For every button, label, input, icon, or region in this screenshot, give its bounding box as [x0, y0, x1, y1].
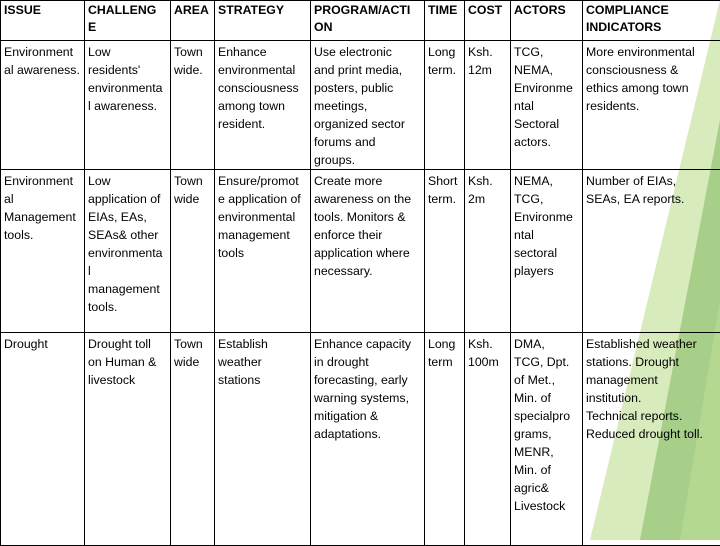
cell-time: Short term. [425, 170, 465, 333]
cell-issue: Environment al awareness. [1, 41, 85, 170]
cell-area: Town wide [171, 333, 215, 546]
header-area: AREA [171, 1, 215, 41]
cell-program-action: Use electronic and print media, posters, public meetings, organized sector forums and groups. [311, 41, 425, 170]
cell-cost: Ksh. 12m [465, 41, 511, 170]
table-row [1, 170, 720, 333]
cell-challenge: Low application of EIAs, EAs, SEAs& other environmenta l management tools. [85, 170, 171, 333]
cell-issue: Drought [1, 333, 85, 546]
cell-challenge: Drought toll on Human & livestock [85, 333, 171, 546]
header-cost: COST [465, 1, 511, 41]
table-row [1, 333, 720, 546]
cell-program-action: Create more awareness on the tools. Monitors & enforce their application where necessary. [311, 170, 425, 333]
header-challenge: CHALLENG E [85, 1, 171, 41]
cell-area: Town wide [171, 170, 215, 333]
header-program-action: PROGRAM/ACTI ON [311, 1, 425, 41]
cell-strategy: Establish weather stations [215, 333, 311, 546]
cell-cost: Ksh. 100m [465, 333, 511, 546]
cell-time: Long term. [425, 41, 465, 170]
cell-issue: Environment al Management tools. [1, 170, 85, 333]
cell-actors: DMA, TCG, Dpt. of Met., Min. of specialpro grams, MENR, Min. of agric& Livestock [511, 333, 583, 546]
cell-time: Long term [425, 333, 465, 546]
header-actors: ACTORS [511, 1, 583, 41]
header-row [1, 1, 720, 41]
cell-strategy: Ensure/promot e application of environmental management tools [215, 170, 311, 333]
cell-program-action: Enhance capacity in drought forecasting, early warning systems, mitigation & adaptations. [311, 333, 425, 546]
header-time: TIME [425, 1, 465, 41]
cell-compliance-indicators: More environmental consciousness & ethics among town residents. [583, 41, 720, 170]
cell-compliance-indicators: Number of EIAs, SEAs, EA reports. [583, 170, 720, 333]
header-issue: ISSUE [1, 1, 85, 41]
cell-actors: NEMA, TCG, Environme ntal sectoral players [511, 170, 583, 333]
cell-challenge: Low residents' environmenta l awareness. [85, 41, 171, 170]
header-compliance-indicators: COMPLIANCE INDICATORS [583, 1, 720, 41]
table-row [1, 41, 720, 170]
cell-area: Town wide. [171, 41, 215, 170]
cell-cost: Ksh. 2m [465, 170, 511, 333]
cell-compliance-indicators: Established weather stations. Drought management institution. Technical reports. Reduced drought toll. [583, 333, 720, 546]
cell-actors: TCG, NEMA, Environme ntal Sectoral actors. [511, 41, 583, 170]
cell-strategy: Enhance environmental consciousness among town resident. [215, 41, 311, 170]
header-strategy: STRATEGY [215, 1, 311, 41]
